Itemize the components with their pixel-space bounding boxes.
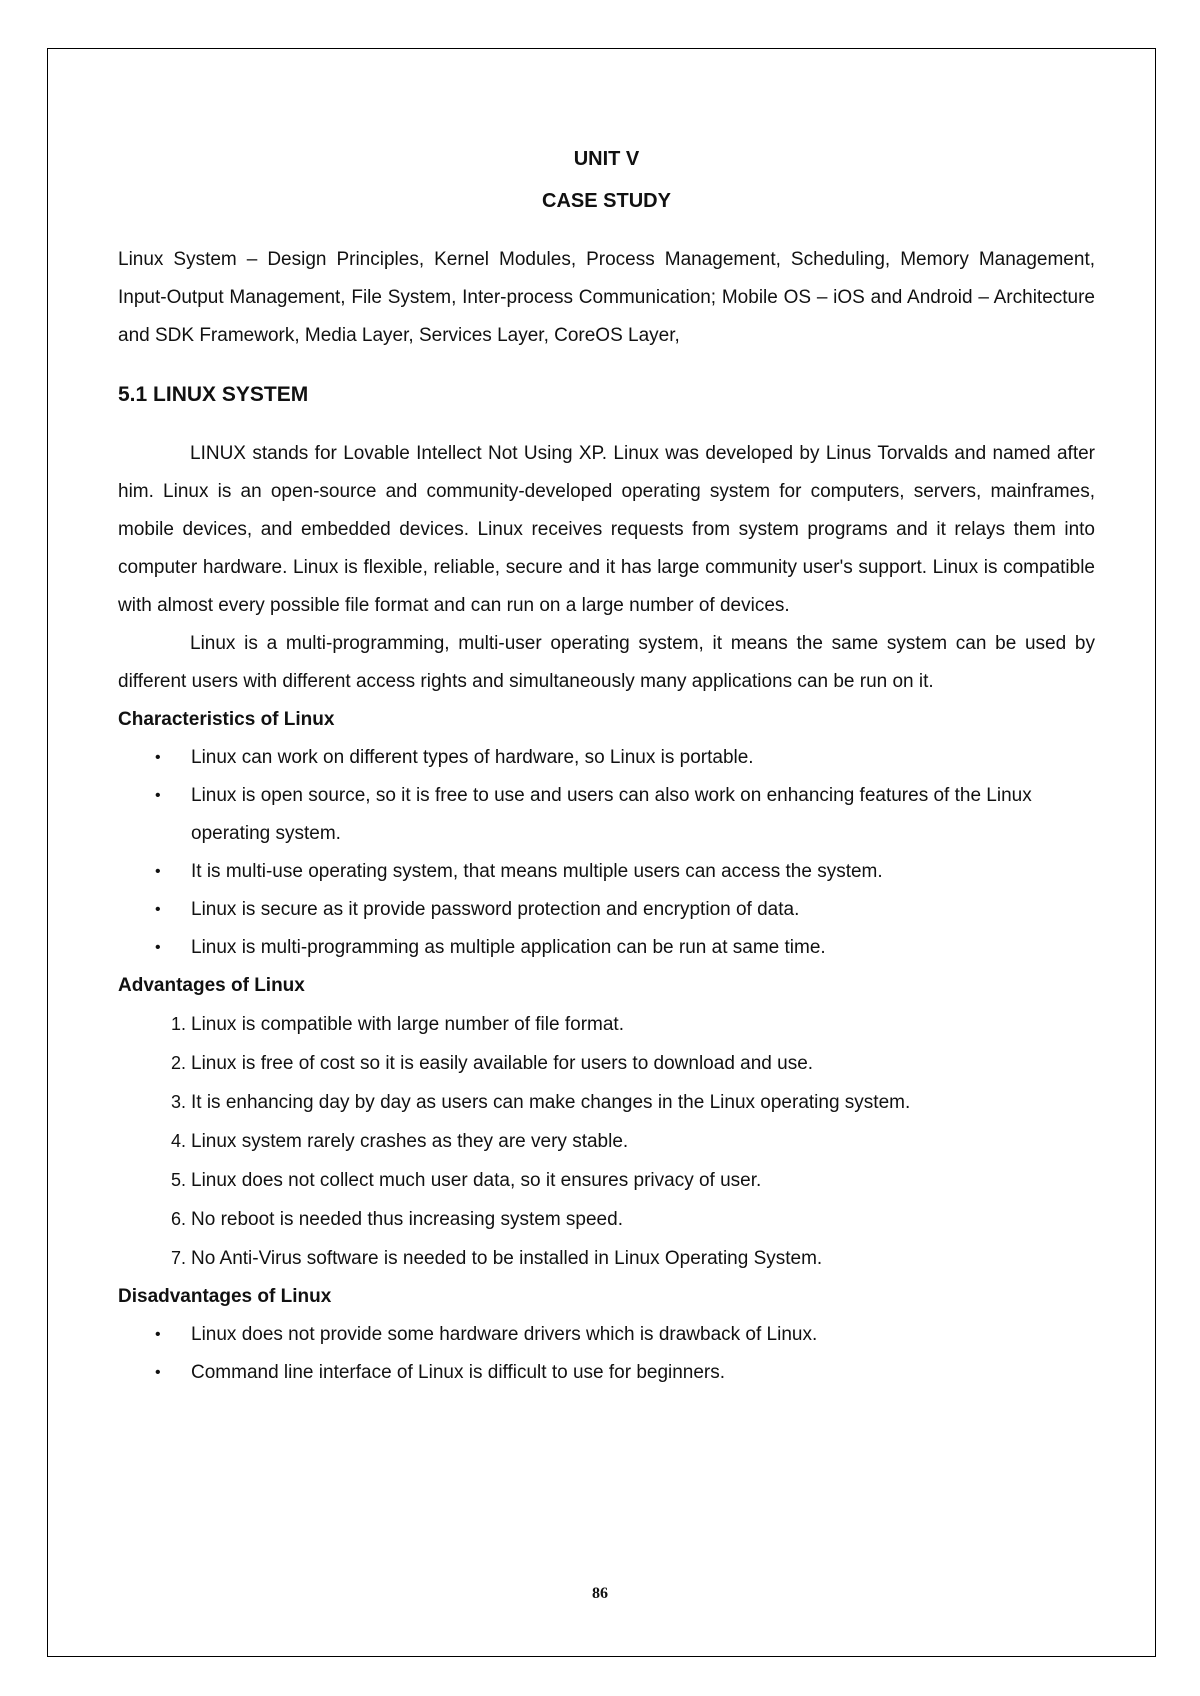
list-item: 4. Linux system rarely crashes as they are very stable.	[191, 1122, 1095, 1161]
list-item: • Linux is open source, so it is free to use and users can also work on enhancing features of the Linux operating system.	[191, 777, 1095, 853]
list-item: • Command line interface of Linux is difficult to use for beginners.	[191, 1354, 1095, 1392]
characteristics-heading: Characteristics of Linux	[118, 709, 335, 730]
intro-paragraph-1: LINUX stands for Lovable Intellect Not Using XP. Linux was developed by Linus Torvalds and named after him. Linux is an open-source and community-developed operating system for computers, servers, mainframes, mobile devices, and embedded devices. Linux receives requests from system programs and it relays them into computer hardware. Linux is flexible, reliable, secure and it has large community user's support. Linux is compatible with almost every possible file format and can run on a large number of devices.	[118, 443, 1095, 616]
unit-title: UNIT V	[573, 148, 640, 170]
list-item: 1. Linux is compatible with large number of file format.	[191, 1005, 1095, 1044]
disadvantages-list	[118, 1316, 1095, 1392]
list-item: • Linux does not provide some hardware drivers which is drawback of Linux.	[191, 1316, 1095, 1354]
list-item: • Linux is multi-programming as multiple application can be run at same time.	[191, 929, 1095, 967]
section-heading: 5.1 LINUX SYSTEM	[118, 383, 309, 406]
list-item: • Linux can work on different types of hardware, so Linux is portable.	[191, 739, 1095, 777]
characteristics-list	[118, 739, 1095, 967]
intro-paragraph-2: Linux is a multi-programming, multi-user operating system, it means the same system can be used by different users with different access rights and simultaneously many applications can be run on it.	[118, 633, 1095, 692]
list-item: 2. Linux is free of cost so it is easily available for users to download and use.	[191, 1044, 1095, 1083]
list-item: 3. It is enhancing day by day as users can make changes in the Linux operating system.	[191, 1083, 1095, 1122]
advantages-list	[118, 1005, 1095, 1278]
list-item: 5. Linux does not collect much user data, so it ensures privacy of user.	[191, 1161, 1095, 1200]
advantages-heading: Advantages of Linux	[118, 975, 305, 996]
syllabus-paragraph: Linux System – Design Principles, Kernel Modules, Process Management, Scheduling, Memory Management, Input-Output Management, File System, Inter-process Communication; Mobile OS – iOS and Android – Architecture and SDK Framework, Media Layer, Services Layer, CoreOS Layer,	[118, 249, 1095, 346]
disadvantages-heading: Disadvantages of Linux	[118, 1286, 332, 1307]
list-item: • Linux is secure as it provide password protection and encryption of data.	[191, 891, 1095, 929]
unit-subtitle: CASE STUDY	[542, 190, 671, 212]
list-item: 6. No reboot is needed thus increasing system speed.	[191, 1200, 1095, 1239]
list-item: 7. No Anti-Virus software is needed to be installed in Linux Operating System.	[191, 1239, 1095, 1278]
list-item: • It is multi-use operating system, that means multiple users can access the system.	[191, 853, 1095, 891]
page-content	[118, 138, 1095, 1392]
page-number: 86	[592, 1585, 608, 1602]
